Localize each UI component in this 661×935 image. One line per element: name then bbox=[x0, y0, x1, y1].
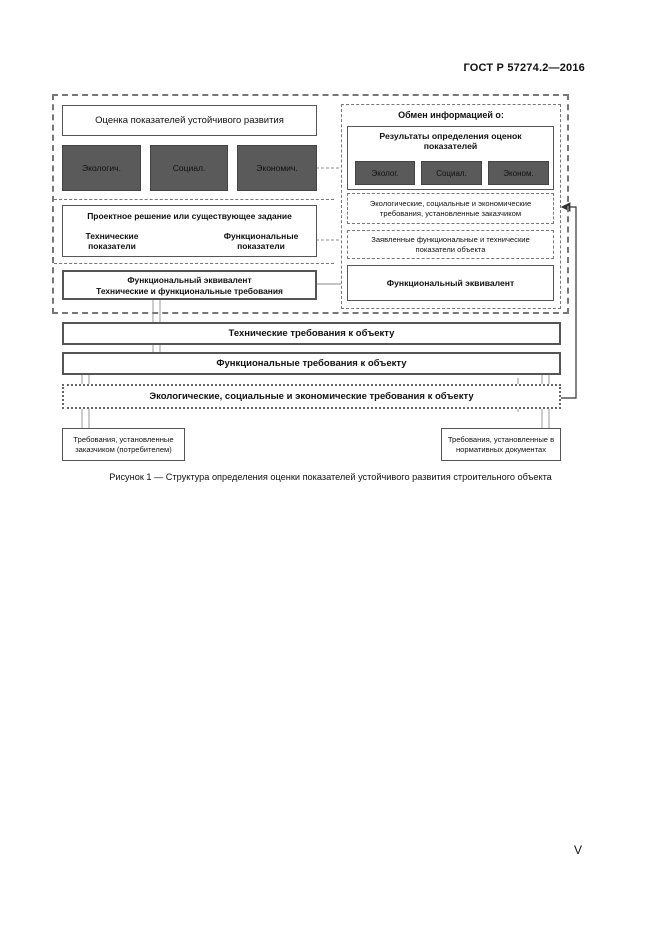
customer-requirements-source bbox=[62, 428, 185, 461]
page-number: V bbox=[574, 843, 583, 857]
regulatory-source-text: Требования, установленные в нормативных документах bbox=[447, 435, 555, 454]
assessment-title: Оценка показателей устойчивого развития bbox=[95, 115, 284, 126]
esg-requirements-bar bbox=[62, 384, 561, 409]
document-id: ГОСТ Р 57274.2—2016 bbox=[463, 62, 585, 74]
separator bbox=[54, 199, 334, 200]
category-label: Социал. bbox=[436, 168, 467, 178]
functional-requirements-text: Функциональные требования к объекту bbox=[216, 358, 407, 369]
equivalent-line2: Технические и функциональные требования bbox=[96, 285, 283, 296]
category-label: Эколог. bbox=[371, 168, 399, 178]
result-ecological bbox=[355, 161, 415, 185]
category-economic bbox=[237, 145, 317, 191]
declared-indicators-text: Заявленные функциональные и технические показатели объекта bbox=[371, 235, 530, 254]
assessment-title-box bbox=[62, 105, 317, 136]
category-label: Социал. bbox=[172, 163, 206, 173]
category-label: Экономич. bbox=[256, 163, 298, 173]
customer-source-text: Требования, установленные заказчиком (потребителем) bbox=[73, 435, 174, 454]
functional-equivalent-box bbox=[62, 270, 317, 300]
regulatory-requirements-source bbox=[441, 428, 561, 461]
client-requirements-text: Экологические, социальные и экономические требования, установленные заказчиком bbox=[369, 199, 532, 218]
separator bbox=[54, 263, 334, 264]
client-requirements-box bbox=[347, 193, 554, 224]
functional-requirements-bar bbox=[62, 352, 561, 375]
functional-equivalent-text: Функциональный эквивалент bbox=[386, 278, 515, 288]
result-economic bbox=[488, 161, 549, 185]
figure-caption: Рисунок 1 — Структура определения оценки показателей устойчивого развития строительного объекта bbox=[109, 472, 552, 482]
technical-requirements-bar bbox=[62, 322, 561, 345]
equivalent-line1: Функциональный эквивалент bbox=[127, 275, 252, 285]
technical-indicators-label: Технические показатели bbox=[85, 231, 139, 252]
design-title: Проектное решение или существующее задание bbox=[87, 211, 292, 221]
category-social bbox=[150, 145, 228, 191]
category-label: Экологич. bbox=[82, 163, 121, 173]
esg-requirements-text: Экологические, социальные и экономические требования к объекту bbox=[149, 391, 474, 402]
declared-indicators-box bbox=[347, 230, 554, 259]
result-social bbox=[421, 161, 482, 185]
category-ecological bbox=[62, 145, 141, 191]
results-title: Результаты определения оценок показателей bbox=[379, 131, 522, 152]
exchange-title: Обмен информацией о: bbox=[398, 110, 504, 120]
functional-indicators-label: Функциональные показатели bbox=[223, 231, 299, 252]
technical-requirements-text: Технические требования к объекту bbox=[228, 328, 395, 339]
category-label: Эконом. bbox=[503, 168, 534, 178]
design-solution-box bbox=[62, 205, 317, 257]
right-functional-equivalent-box bbox=[347, 265, 554, 301]
